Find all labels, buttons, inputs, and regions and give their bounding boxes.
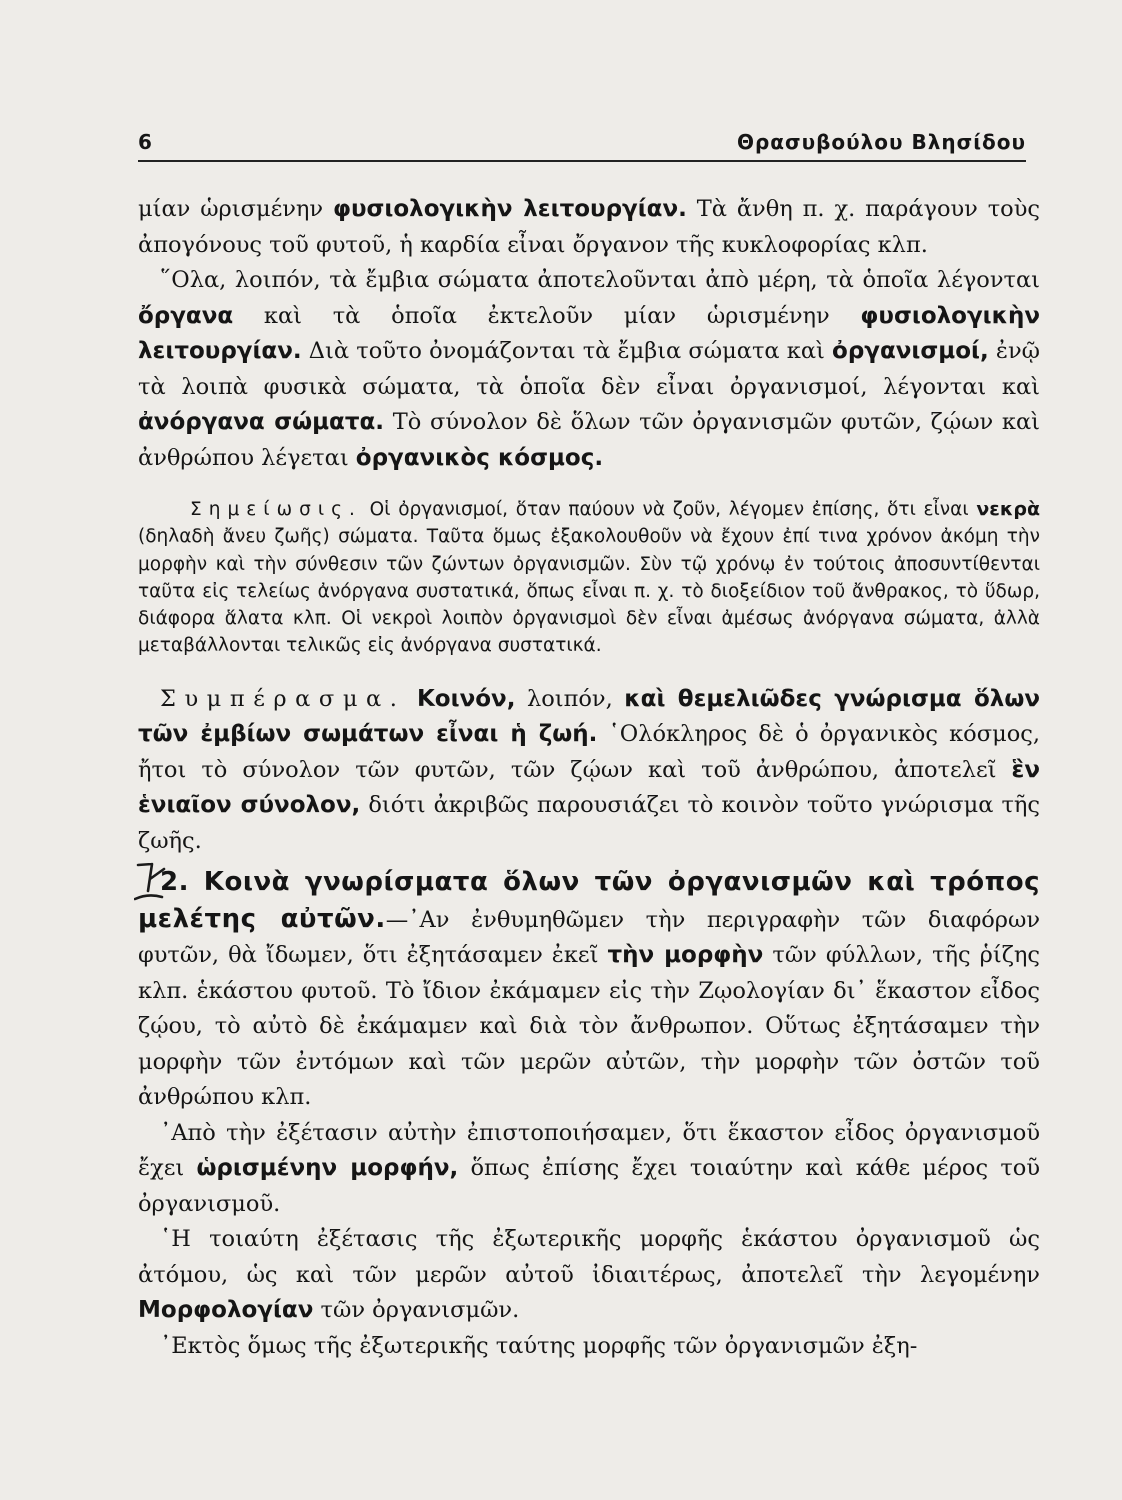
section-2-paragraph: 2. Κοινὰ γνωρίσματα ὅλων τῶν ὀργανισμῶν καὶ τρόπος μελέτης αὐτῶν.—᾿Αν ἐνθυμηθῶμεν τὴν περιγραφὴν τῶν διαφόρων φυτῶν, θὰ ἴδωμεν, ὅτι ἐξητάσαμεν ἐκεῖ τὴν μορφὴν τῶν φύλλων, τῆς ῥίζης κλπ. ἑκάστου φυτοῦ. Τὸ ἴδιον ἐκάμαμεν εἰς τὴν Ζῳολογίαν δι᾿ ἕκαστον εἶδος ζῴου, τὸ αὐτὸ δὲ ἐκάμαμεν καὶ διὰ τὸν ἄνθρωπον. Οὕτως ἐξητάσαμεν τὴν μορφὴν τῶν ἐντόμων καὶ τῶν μερῶν αὐτῶν, τὴν μορφὴν τῶν ὀστῶν τοῦ ἀνθρώπου κλπ. (138, 865, 1040, 1116)
section-heading: 2. Κοινὰ γνωρίσματα ὅλων τῶν ὀργανισμῶν καὶ τρόπος μελέτης αὐτῶν. (138, 867, 1040, 934)
paragraph-7: ῾Η τοιαύτη ἐξέτασις τῆς ἐξωτερικῆς μορφῆς ἑκάστου ὀργανισμοῦ ὡς ἀτόμου, ὡς καὶ τῶν μερῶν αὐτοῦ ἰδιαιτέρως, ἀποτελεῖ τὴν λεγομένην Μορφολογίαν τῶν ὀργανισμῶν. (138, 1226, 1040, 1324)
running-title: Θρασυβούλου Βλησίδου (736, 130, 1026, 154)
running-header (138, 128, 1026, 160)
paragraph-1: μίαν ὡρισμένην φυσιολογικὴν λειτουργίαν. Τὰ ἄνθη π. χ. παράγουν τοὺς ἀπογόνους τοῦ φυτοῦ, ἡ καρδία εἶναι ὄργανον τῆς κυκλοφορίας κλπ. (138, 196, 1041, 258)
paragraph-6: ᾿Απὸ τὴν ἐξέτασιν αὐτὴν ἐπιστοποιήσαμεν, ὅτι ἕκαστον εἶδος ὀργανισμοῦ ἔχει ὡρισμένην μορφήν, ὅπως ἐπίσης ἔχει τοιαύτην καὶ κάθε μέρος τοῦ ὀργανισμοῦ. (138, 1119, 1040, 1217)
page-body (138, 192, 1040, 1364)
note-paragraph: Σημείωσις. Οἱ ὀργανισμοί, ὅταν παύουν νὰ ζοῦν, λέγομεν ἐπίσης, ὅτι εἶναι νεκρὰ (δηλαδὴ ἄνευ ζωῆς) σώματα. Ταῦτα ὅμως ἐξακολουθοῦν νὰ ἔχουν ἐπί τινα χρόνον ἀκόμη τὴν μορφὴν καὶ τὴν σύνθεσιν τῶν ζώντων ὀργανισμῶν. Σὺν τῷ χρόνῳ ἐν τούτοις ἀποσυντίθενται ταῦτα εἰς τελείως ἀνόργανα συστατικά, ὅπως εἶναι π. χ. τὸ διοξείδιον τοῦ ἄνθρακος, τὸ ὕδωρ, διάφορα ἅλατα κλπ. Οἱ νεκροὶ λοιπὸν ὀργανισμοὶ δὲν εἶναι ἀμέσως ἀνόργανα σώματα, ἀλλὰ μεταβάλλονται τελικῶς εἰς ἀνόργανα συστατικά. (138, 498, 1040, 657)
summary-label: Συμπέρασμα. (160, 685, 406, 712)
summary-paragraph: Συμπέρασμα. Κοινόν, λοιπόν, καὶ θεμελιῶδες γνώρισμα ὅλων τῶν ἐμβίων σωμάτων εἶναι ἡ ζωή. ῾Ολόκληρος δὲ ὁ ὀργανικὸς κόσμος, ἤτοι τὸ σύνολον τῶν φυτῶν, τῶν ζῴων καὶ τοῦ ἀνθρώπου, ἀποτελεῖ ἓν ἑνιαῖον σύνολον, διότι ἀκριβῶς παρουσιάζει τὸ κοινὸν τοῦτο γνώρισμα τῆς ζωῆς. (138, 685, 1040, 854)
note-label: Σημείωσις. (190, 499, 362, 520)
paragraph-8: ᾿Εκτὸς ὅμως τῆς ἐξωτερικῆς ταύτης μορφῆς τῶν ὀργανισμῶν ἐξη- (160, 1332, 918, 1359)
header-rule (138, 160, 1026, 162)
paragraph-2: ῞Ολα, λοιπόν, τὰ ἔμβια σώματα ἀποτελοῦνται ἀπὸ μέρη, τὰ ὁποῖα λέγονται ὄργανα καὶ τὰ ὁποῖα ἐκτελοῦν μίαν ὡρισμένην φυσιολογικὴν λειτουργίαν. Διὰ τοῦτο ὀνομάζονται τὰ ἔμβια σώματα καὶ ὀργανισμοί, ἐνῷ τὰ λοιπὰ φυσικὰ σώματα, τὰ ὁποῖα δὲν εἶναι ὀργανισμοί, λέγονται καὶ ἀνόργανα σώματα. Τὸ σύνολον δὲ ὅλων τῶν ὀργανισμῶν φυτῶν, ζῴων καὶ ἀνθρώπου λέγεται ὀργανικὸς κόσμος. (138, 267, 1040, 471)
page-number: 6 (138, 130, 152, 154)
